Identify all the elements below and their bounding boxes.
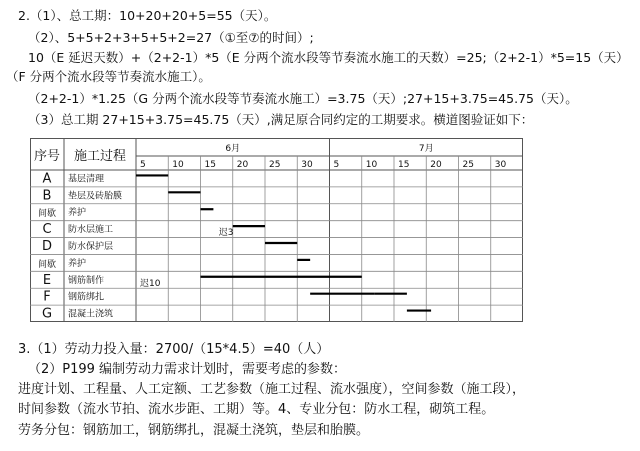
gantt-day-tick: 15 bbox=[204, 160, 216, 170]
gantt-month-label: 7月 bbox=[418, 144, 434, 154]
answer-line-8: （2）P199 编制劳动力需求计划时，需要考虑的参数： bbox=[28, 362, 347, 377]
gantt-day-tick: 5 bbox=[333, 160, 340, 170]
gantt-row-seq: D bbox=[41, 239, 53, 254]
gantt-row-name: 养护 bbox=[68, 258, 87, 269]
gantt-row-seq: 间歇 bbox=[37, 259, 57, 270]
gantt-day-tick: 25 bbox=[462, 160, 474, 170]
gantt-row-seq: F bbox=[43, 289, 51, 305]
gantt-day-tick: 10 bbox=[172, 160, 184, 170]
gantt-row-name: 防水层施工 bbox=[68, 225, 114, 236]
gantt-row-seq: 间歇 bbox=[37, 209, 57, 220]
gantt-row-name: 防水保护层 bbox=[68, 242, 114, 252]
gantt-day-tick: 25 bbox=[269, 160, 281, 170]
gantt-row-seq: B bbox=[42, 188, 52, 204]
gantt-month-label: 6月 bbox=[225, 144, 241, 154]
answer-line-3: 10（E 延迟天数）+（2+2-1）*5（E 分两个流水段等节奏流水施工的天数）=25;（2+2-1）*5=15（天） bbox=[28, 50, 629, 65]
gantt-day-tick: 15 bbox=[398, 160, 410, 170]
gantt-day-tick: 5 bbox=[140, 160, 146, 170]
answer-line-1: 2.（1）、总工期：10+20+20+5=55（天）。 bbox=[18, 8, 277, 23]
gantt-chart bbox=[30, 138, 523, 322]
gantt-header-process: 施工过程 bbox=[73, 149, 127, 164]
gantt-day-tick: 20 bbox=[236, 160, 249, 170]
gantt-day-tick: 30 bbox=[301, 160, 313, 170]
gantt-header-seq: 序号 bbox=[33, 149, 61, 164]
answer-line-10: 时间参数（流水节拍、流水步距、工期）等。4、专业分包：防水工程，砌筑工程。 bbox=[18, 402, 495, 417]
gantt-row-seq: G bbox=[41, 306, 53, 322]
gantt-row-name: 基层清理 bbox=[68, 174, 105, 185]
gantt-row-name: 混凝土浇筑 bbox=[68, 309, 114, 320]
gantt-annotation: 迟10 bbox=[140, 278, 161, 289]
gantt-day-tick: 20 bbox=[430, 160, 442, 170]
answer-line-5: （2+2-1）*1.25（G 分两个流水段等节奏流水施工）=3.75（天）;27+15+3.75=45.75（天）。 bbox=[28, 91, 578, 106]
answer-line-6: （3）总工期 27+15+3.75=45.75（天）,满足原合同约定的工期要求。横道图验证如下： bbox=[28, 112, 534, 127]
answer-line-11: 劳务分包：钢筋加工，钢筋绑扎，混凝土浇筑，垫层和胎膜。 bbox=[18, 423, 370, 438]
gantt-row-name: 钢筋制作 bbox=[68, 275, 105, 286]
gantt-row-name: 养护 bbox=[68, 208, 87, 219]
answer-line-7: 3.（1）劳动力投入量：2700/（15*4.5）=40（人） bbox=[18, 342, 330, 357]
gantt-day-tick: 30 bbox=[494, 160, 507, 170]
gantt-chart-svg bbox=[30, 138, 523, 322]
answer-line-9: 进度计划、工程量、人工定额、工艺参数（施工过程、流水强度），空间参数（施工段）， bbox=[18, 382, 526, 397]
answer-line-2: （2）、5+5+2+3+5+5+2=27（①至⑦的时间）; bbox=[28, 30, 314, 45]
gantt-day-tick: 10 bbox=[365, 160, 378, 170]
gantt-row-name: 垫层及砖胎膜 bbox=[68, 191, 123, 202]
gantt-row-seq: C bbox=[42, 222, 52, 238]
gantt-row-seq: A bbox=[42, 171, 52, 187]
gantt-row-name: 钢筋绑扎 bbox=[68, 292, 105, 303]
gantt-row-seq: E bbox=[42, 272, 52, 288]
answer-line-4: （F 分两个流水段等节奏流水施工）。 bbox=[6, 69, 211, 84]
gantt-annotation: 迟3 bbox=[218, 228, 234, 239]
